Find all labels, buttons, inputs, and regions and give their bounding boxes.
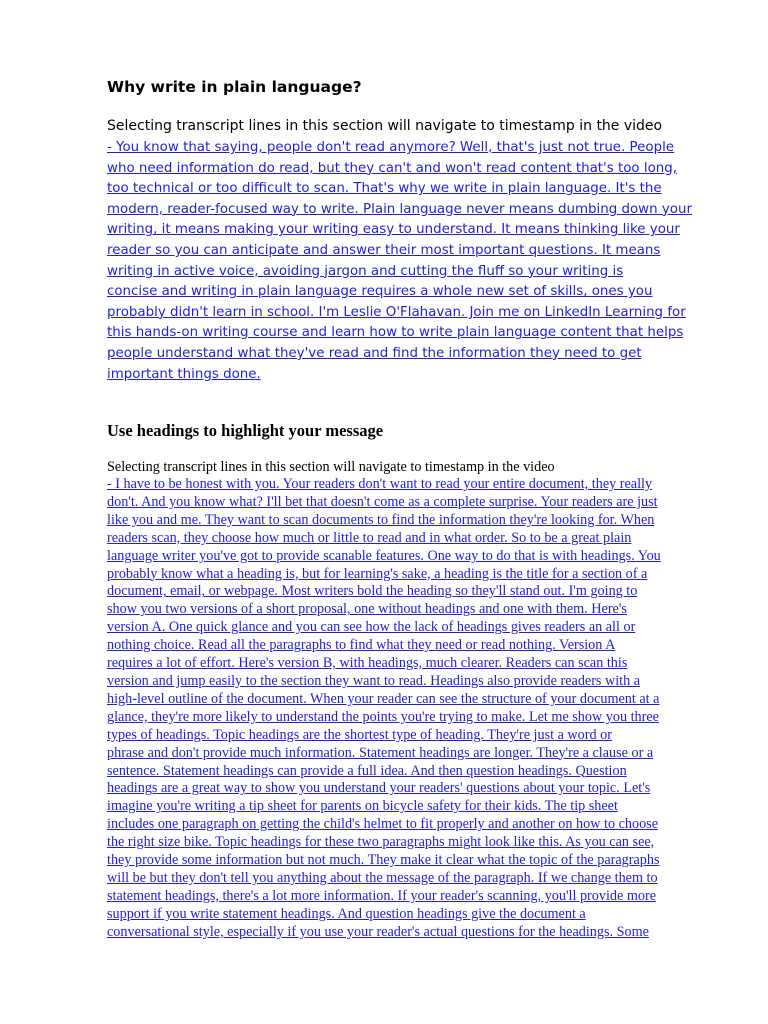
transcript-line[interactable]: who need information do read, but they can't and won't read content that's too long, <box>107 160 678 176</box>
transcript-line[interactable]: concise and writing in plain language requires a whole new set of skills, ones you <box>107 284 653 300</box>
transcript-line[interactable]: will be but they don't tell you anything about the message of the paragraph. If we change them to <box>107 869 658 886</box>
transcript-line[interactable]: - I have to be honest with you. Your readers don't want to read your entire document, they really <box>107 476 653 492</box>
transcript-line[interactable]: support if you write statement headings. And question headings give the document a <box>107 905 586 922</box>
transcript-line[interactable]: like you and me. They want to scan documents to find the information they're looking for. When <box>107 511 655 528</box>
transcript-intro-text: Selecting transcript lines in this section will navigate to timestamp in the video <box>107 459 555 475</box>
transcript-line[interactable]: people understand what they've read and find the information they need to get <box>107 345 642 361</box>
transcript-line[interactable]: don't. And you know what? I'll bet that doesn't come as a complete surprise. Your readers are just <box>107 493 658 510</box>
transcript-link-plain-language[interactable] <box>107 138 697 385</box>
transcript-line[interactable]: headings are a great way to show you understand your readers' questions about your topic. Let's <box>107 780 651 797</box>
transcript-line[interactable]: phrase and don't provide much information. Statement headings are longer. They're a clause or a <box>107 744 654 761</box>
transcript-line[interactable]: reader so you can anticipate and answer their most important questions. It means <box>107 242 661 258</box>
transcript-line[interactable]: the right size bike. Topic headings for these two paragraphs might look like this. As you can see, <box>107 834 655 851</box>
transcript-line[interactable]: important things done. <box>107 366 261 382</box>
transcript-line[interactable]: probably know what a heading is, but for learning's sake, a heading is the title for a section of a <box>107 565 648 582</box>
transcript-line[interactable]: show you two versions of a short proposal, one without headings and one with them. Here's <box>107 601 627 618</box>
transcript-line[interactable]: statement headings, there's a lot more information. If your reader's scanning, you'll provide more <box>107 887 656 904</box>
transcript-line[interactable]: includes one paragraph on getting the child's helmet to fit properly and another on how to choose <box>107 816 658 833</box>
transcript-line[interactable]: conversational style, especially if you use your reader's actual questions for the headings. Some <box>107 923 649 940</box>
transcript-line[interactable]: sentence. Statement headings can provide a full idea. And then question headings. Question <box>107 762 627 779</box>
transcript-line[interactable]: glance, they're more likely to understand the points you're trying to make. Let me show you three <box>107 708 659 725</box>
transcript-line[interactable]: language writer you've got to provide scanable features. One way to do that is with headings. You <box>107 547 661 564</box>
transcript-line[interactable]: modern, reader-focused way to write. Plain language never means dumbing down your <box>107 201 692 217</box>
transcript-line[interactable]: document, email, or webpage. Most writers bold the heading so they'll stand out. I'm going to <box>107 583 638 600</box>
transcript-line[interactable]: imagine you're writing a tip sheet for parents on bicycle safety for their kids. The tip sheet <box>107 798 618 815</box>
transcript-line[interactable]: this hands-on writing course and learn how to write plain language content that helps <box>107 325 684 341</box>
transcript-line[interactable]: requires a lot of effort. Here's version B, with headings, much clearer. Readers can scan this <box>107 655 628 672</box>
section-heading-use-headings: Use headings to highlight your message <box>107 421 384 440</box>
transcript-line[interactable]: probably didn't learn in school. I'm Leslie O'Flahavan. Join me on LinkedIn Learning for <box>107 304 686 320</box>
transcript-line[interactable]: high-level outline of the document. When your reader can see the structure of your document at a <box>107 690 660 707</box>
transcript-intro-text: Selecting transcript lines in this section will navigate to timestamp in the video <box>107 118 663 134</box>
transcript-line[interactable]: version A. One quick glance and you can see how the lack of headings gives readers an all or <box>107 619 636 636</box>
transcript-link-use-headings[interactable] <box>107 476 707 942</box>
transcript-line[interactable]: - You know that saying, people don't read anymore? Well, that's just not true. People <box>107 140 675 155</box>
transcript-line[interactable]: readers scan, they choose how much or little to read and in what order. So to be a great plain <box>107 529 632 546</box>
transcript-line[interactable]: they provide some information but not much. They make it clear what the topic of the paragraphs <box>107 852 660 869</box>
transcript-line[interactable]: version and jump easily to the section they want to read. Headings also provide readers with a <box>107 672 641 689</box>
transcript-line[interactable]: nothing choice. Read all the paragraphs to find what they need or read nothing. Version A <box>107 637 616 654</box>
transcript-line[interactable]: writing in active voice, avoiding jargon and cutting the fluff so your writing is <box>107 263 624 279</box>
transcript-line[interactable]: too technical or too difficult to scan. That's why we write in plain language. It's the <box>107 181 662 197</box>
transcript-line[interactable]: types of headings. Topic headings are the shortest type of heading. They're just a word or <box>107 726 612 743</box>
transcript-line[interactable]: writing, it means making your writing easy to understand. It means thinking like your <box>107 222 680 238</box>
section-heading-plain-language: Why write in plain language? <box>107 78 362 96</box>
